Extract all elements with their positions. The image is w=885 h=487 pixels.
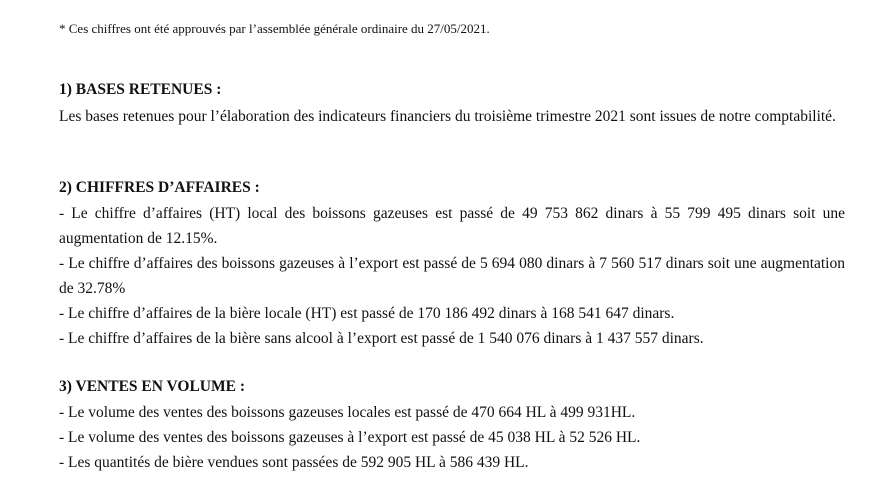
section-ventes-volume — [59, 377, 845, 475]
section-heading: 1) BASES RETENUES : — [59, 81, 222, 98]
list-item: - Le volume des ventes des boissons gazeuses locales est passé de 470 664 HL à 499 931HL. — [59, 404, 636, 421]
list-item: - Le chiffre d’affaires (HT) local des boissons gazeuses est passé de 49 753 862 dinars à 55 799 495 dinars soit une augmentation de 12.15%. — [59, 205, 845, 247]
section-paragraph: Les bases retenues pour l’élaboration des indicateurs financiers du troisième trimestre 2021 sont issues de notre comptabilité. — [59, 108, 836, 125]
list-item: - Le volume des ventes des boissons gazeuses à l’export est passé de 45 038 HL à 52 526 HL. — [59, 429, 641, 446]
section-heading: 3) VENTES EN VOLUME : — [59, 378, 246, 395]
list-item: - Le chiffre d’affaires de la bière locale (HT) est passé de 170 186 492 dinars à 168 541 647 dinars. — [59, 305, 675, 322]
section-chiffres-affaires — [59, 178, 845, 351]
section-heading: 2) CHIFFRES D’AFFAIRES : — [59, 179, 260, 196]
section-bases-retenues — [59, 80, 845, 129]
list-item: - Le chiffre d’affaires des boissons gazeuses à l’export est passé de 5 694 080 dinars à 7 560 517 dinars soit une augmentation de 32.78% — [59, 255, 845, 297]
list-item: - Les quantités de bière vendues sont passées de 592 905 HL à 586 439 HL. — [59, 454, 529, 471]
approval-footnote: * Ces chiffres ont été approuvés par l’assemblée générale ordinaire du 27/05/2021. — [59, 21, 490, 36]
list-item: - Le chiffre d’affaires de la bière sans alcool à l’export est passé de 1 540 076 dinars à 1 437 557 dinars. — [59, 330, 704, 347]
